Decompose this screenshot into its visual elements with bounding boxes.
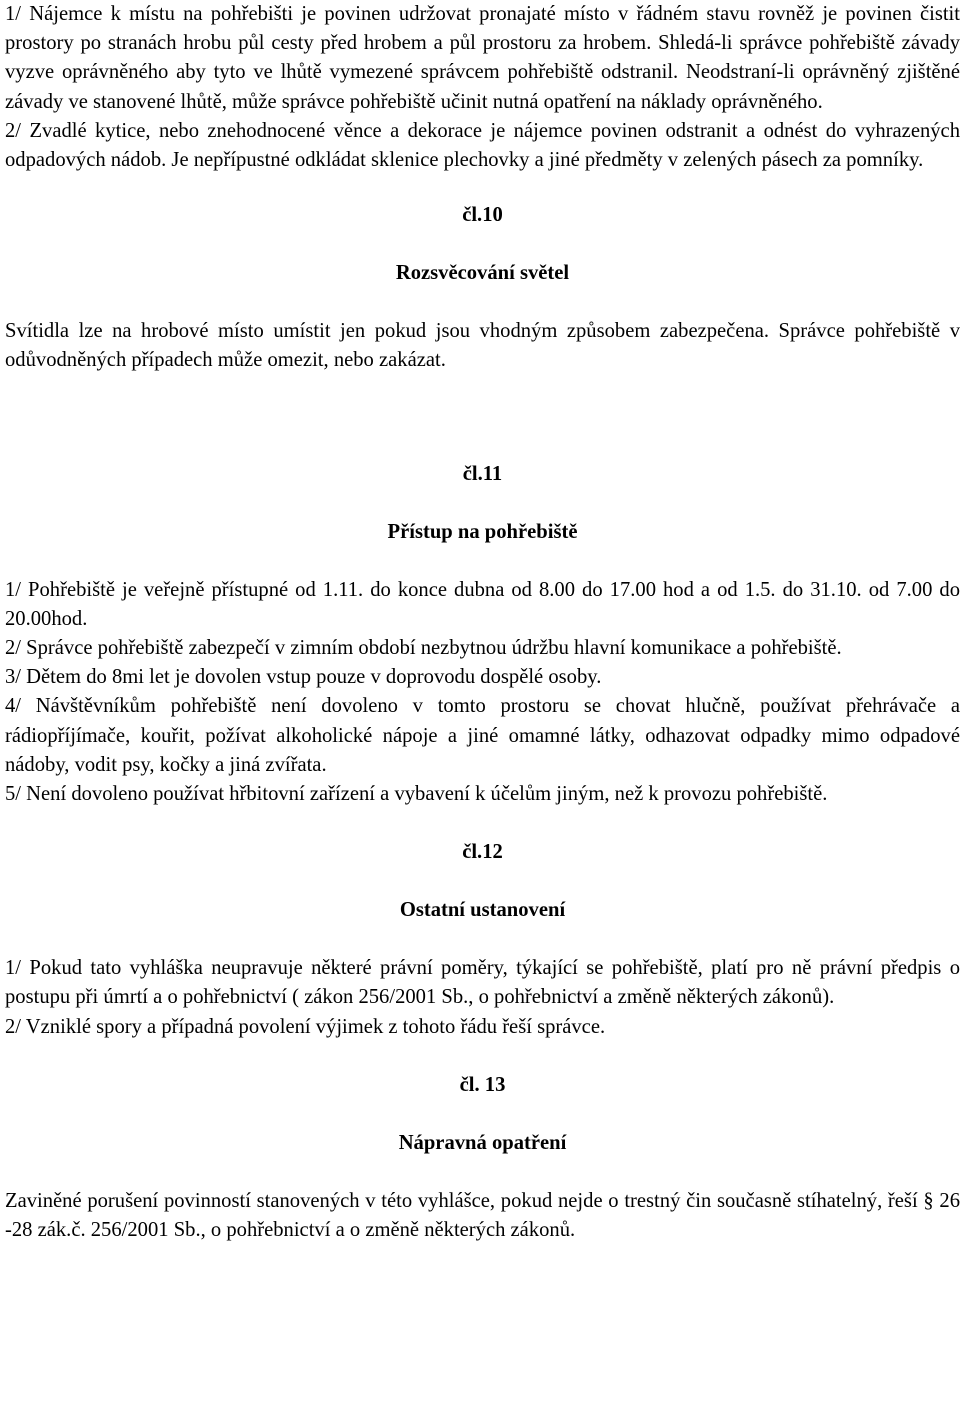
spacer <box>5 867 960 896</box>
article-11-paragraph-3: 3/ Dětem do 8mi let je dovolen vstup pouze v doprovodu dospělé osoby. <box>5 666 602 689</box>
article-13-number: čl. 13 <box>459 1073 506 1096</box>
spacer <box>5 175 960 201</box>
spacer <box>5 925 960 954</box>
spacer <box>5 230 960 259</box>
article-11-paragraph-5: 5/ Není dovoleno používat hřbitovní zařízení a vybavení k účelům jiným, než k provozu pohřebiště. <box>5 783 828 806</box>
article-11-paragraph-2: 2/ Správce pohřebiště zabezpečí v zimním období nezbytnou údržbu hlavní komunikace a pohřebiště. <box>5 637 842 660</box>
article-12-number: čl.12 <box>462 841 503 864</box>
article-11-paragraph-1: 1/ Pohřebiště je veřejně přístupné od 1.11. do konce dubna od 8.00 do 17.00 hod a od 1.5. do 31.10. od 7.00 do 20.00hod. <box>5 578 960 630</box>
spacer <box>5 1100 960 1129</box>
article-12-title: Ostatní ustanovení <box>399 899 566 922</box>
spacer <box>5 547 960 576</box>
article-11-paragraph-4: 4/ Návštěvníkům pohřebiště není dovoleno v tomto prostoru se chovat hlučně, používat přehrávače a rádiopříjímače, kouřit, požívat alkoholické nápoje a jiné omamné látky, odhazovat odpadky mimo odpadové nádoby, vodit psy, kočky a jiná zvířata. <box>5 695 960 776</box>
article-10-number: čl.10 <box>462 204 503 227</box>
article-12-paragraph-1: 1/ Pokud tato vyhláška neupravuje některé právní poměry, týkající se pohřebiště, platí pro ně právní předpis o postupu při úmrtí a o pohřebnictví ( zákon 256/2001 Sb., o pohřebnictví a změně některých zákonů). <box>5 957 960 1009</box>
article-13-paragraph-1: Zaviněné porušení povinností stanovených v této vyhlášce, pokud nejde o trestný čin současně stíhatelný, řeší § 26 -28 zák.č. 256/2001 Sb., o pohřebnictví a o změně některých zákonů. <box>5 1189 960 1242</box>
spacer <box>5 809 960 838</box>
article-11-number: čl.11 <box>462 462 503 485</box>
article-10-title: Rozsvěcování světel <box>395 262 570 285</box>
spacer <box>5 1158 960 1187</box>
intro-paragraph-2: 2/ Zvadlé kytice, nebo znehodnocené věnce a dekorace je nájemce povinen odstranit a odnést do vyhrazených odpadových nádob. Je nepřípustné odkládat sklenice plechovky a jiné předměty v zelených pásech za pomníky. <box>5 119 960 172</box>
spacer <box>5 288 960 317</box>
article-13-title: Nápravná opatření <box>398 1131 567 1154</box>
article-12-paragraph-2: 2/ Vzniklé spory a případná povolení výjimek z tohoto řádu řeší správce. <box>5 1015 606 1038</box>
article-11-title: Přístup na pohřebiště <box>387 520 578 543</box>
article-10-paragraph-1: Svítidla lze na hrobové místo umístit jen pokud jsou vhodným způsobem zabezpečena. Správce pohřebiště v odůvodněných případech může omezit, nebo zakázat. <box>5 320 960 372</box>
spacer <box>5 1042 960 1071</box>
document-page <box>5 0 960 1245</box>
spacer <box>5 376 960 460</box>
intro-paragraph-1: 1/ Nájemce k místu na pohřebišti je povinen udržovat pronajaté místo v řádném stavu rovněž je povinen čistit prostory po stranách hrobu půl cesty před hrobem a půl prostoru za hrobem. Shledá-li správce pohřebiště závady vyzve oprávněného aby tyto ve lhůtě vymezené správcem pohřebiště odstranil. Neodstraní-li oprávněný zjištěné závady ve stanovené lhůtě, může správce pohřebiště učinit nutná opatření na náklady oprávněného. <box>5 3 960 113</box>
spacer <box>5 489 960 518</box>
